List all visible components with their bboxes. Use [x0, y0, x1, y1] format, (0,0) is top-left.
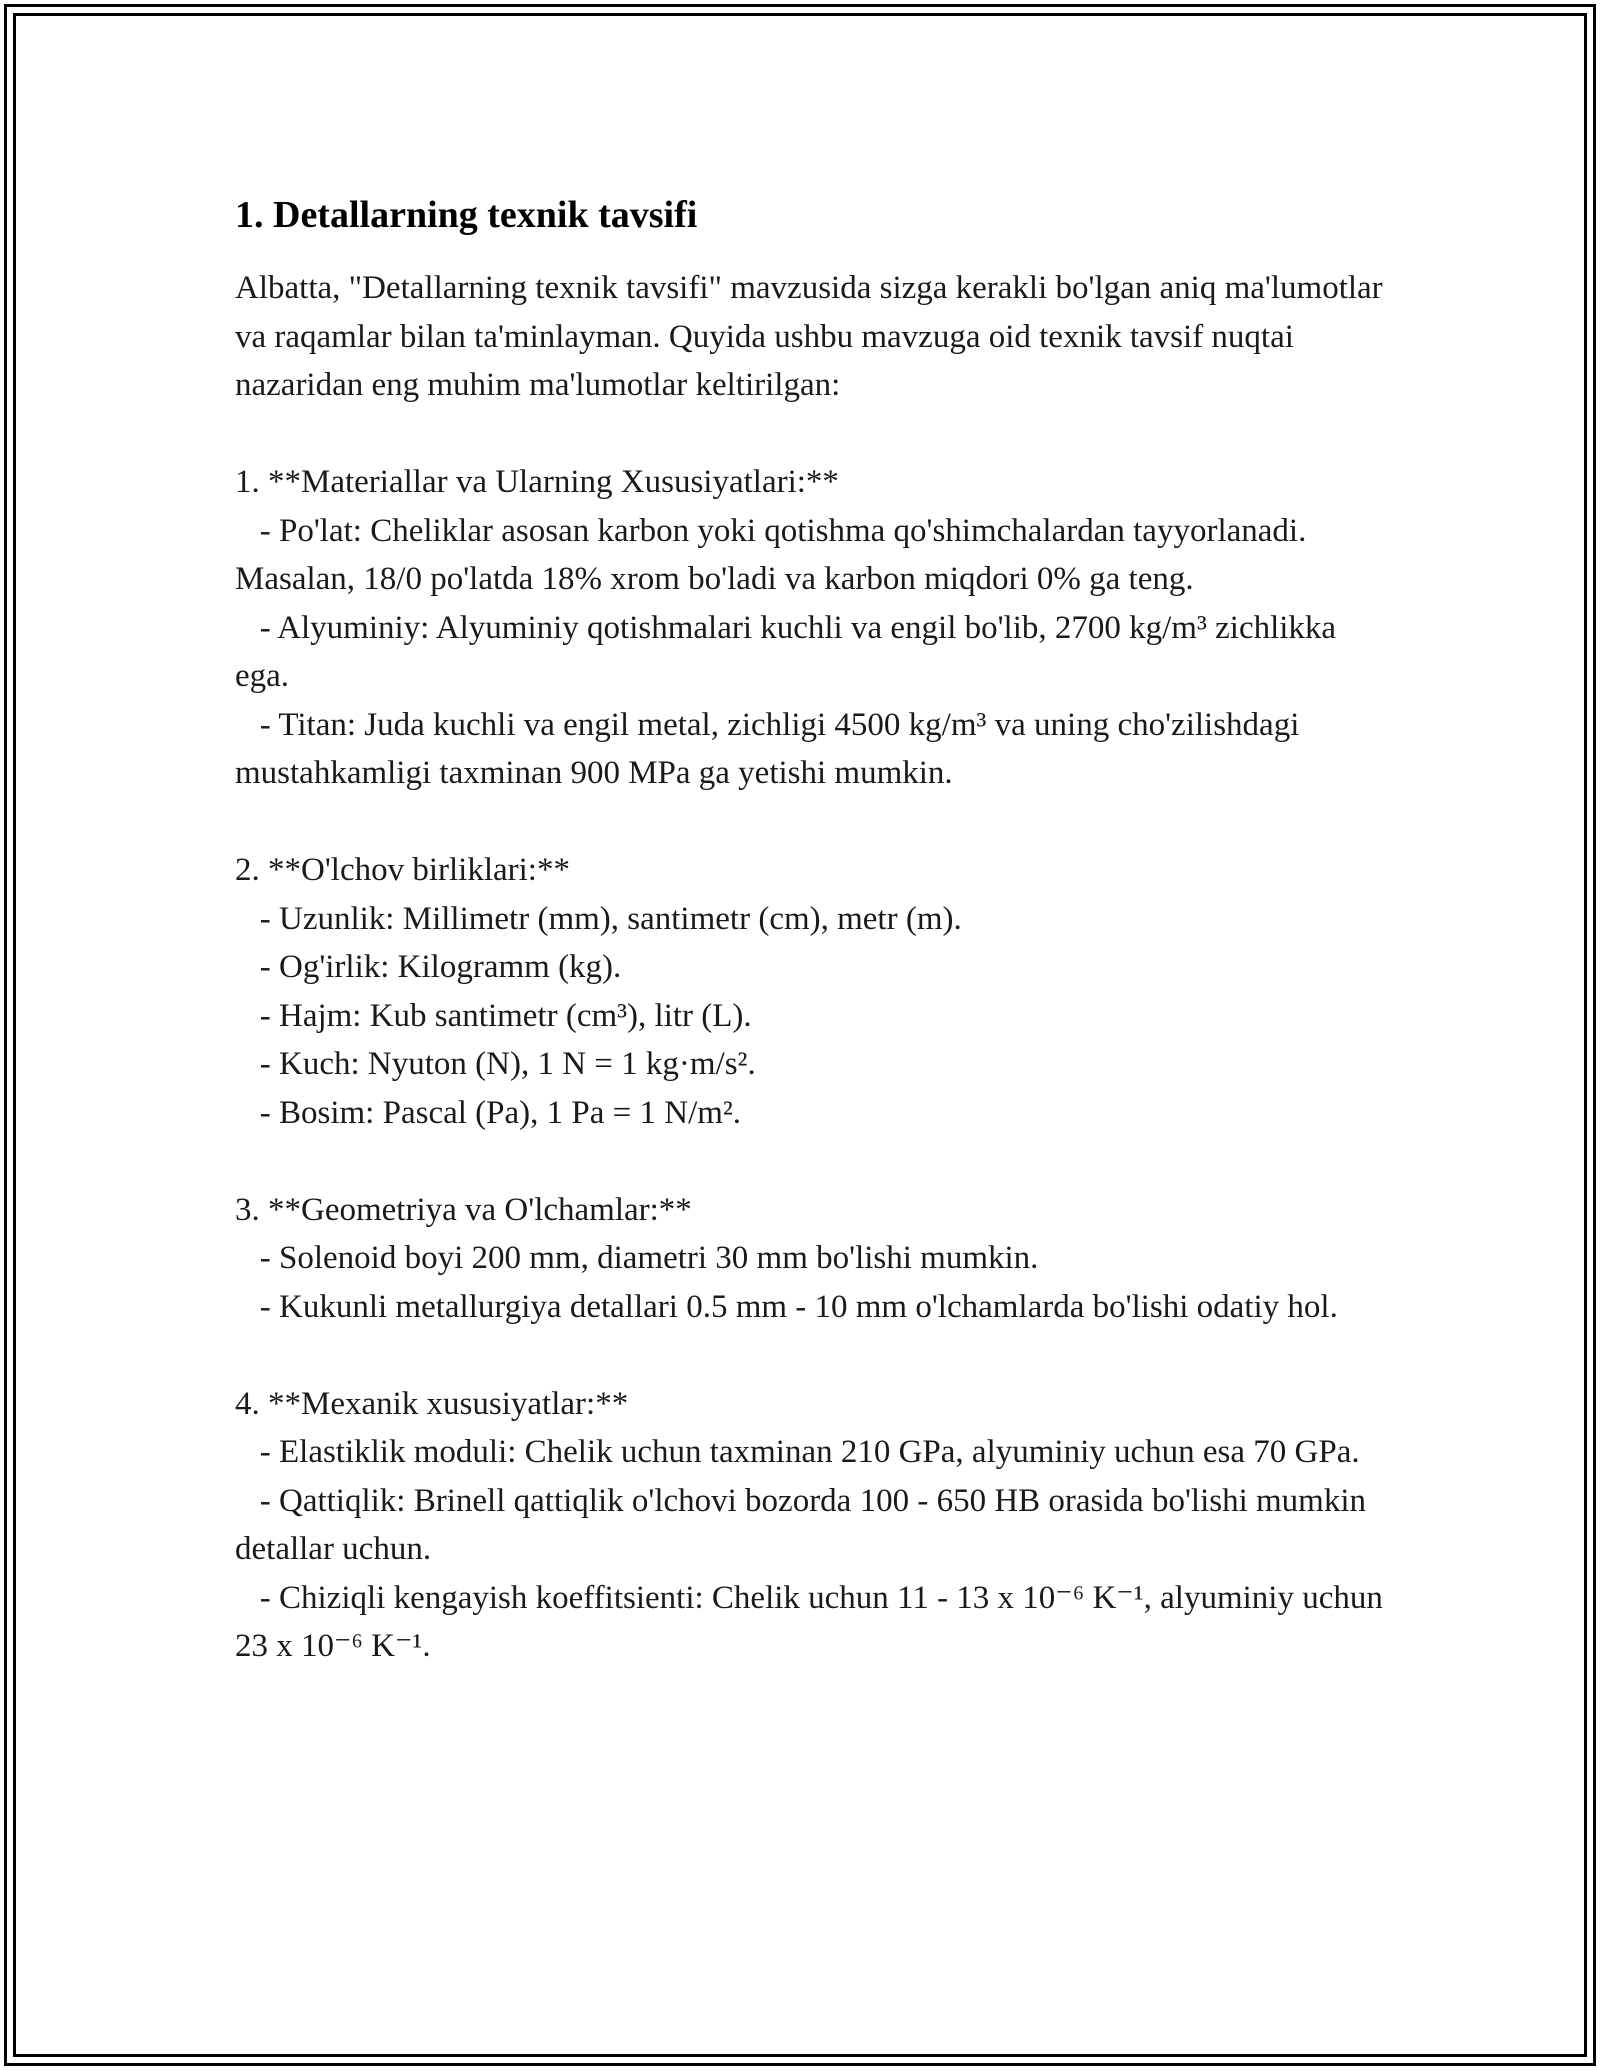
- section-heading: 2. **O'lchov birliklari:**: [235, 852, 570, 888]
- list-item: - Chiziqli kengayish koeffitsienti: Chelik uchun 11 - 13 x 10⁻⁶ K⁻¹, alyuminiy uchun 23 x 10⁻⁶ K⁻¹.: [235, 1579, 1383, 1664]
- section-heading: 4. **Mexanik xususiyatlar:**: [235, 1385, 629, 1422]
- document-body: [235, 190, 1385, 1671]
- list-item: - Qattiqlik: Brinell qattiqlik o'lchovi bozorda 100 - 650 HB orasida bo'lishi mumkin detallar uchun.: [235, 1482, 1367, 1567]
- list-item: - Solenoid boyi 200 mm, diametri 30 mm bo'lishi mumkin.: [259, 1240, 1039, 1276]
- list-item: - Titan: Juda kuchli va engil metal, zichligi 4500 kg/m³ va uning cho'zilishdagi mustahkamligi taxminan 900 MPa ga yetishi mumkin.: [235, 706, 1300, 791]
- list-item: - Kukunli metallurgiya detallari 0.5 mm - 10 mm o'lchamlarda bo'lishi odatiy hol.: [259, 1288, 1338, 1325]
- document-title: 1. Detallarning texnik tavsifi: [235, 194, 698, 236]
- list-item: - Uzunlik: Millimetr (mm), santimetr (cm), metr (m).: [259, 900, 962, 937]
- list-item: - Og'irlik: Kilogramm (kg).: [259, 949, 622, 985]
- intro-paragraph: Albatta, "Detallarning texnik tavsifi" mavzusida sizga kerakli bo'lgan aniq ma'lumotlar va raqamlar bilan ta'minlayman. Quyida ushbu mavzuga oid texnik tavsif nuqtai nazaridan eng muhim ma'lumotlar keltirilgan:: [235, 270, 1383, 403]
- list-item: - Bosim: Pascal (Pa), 1 Pa = 1 N/m².: [259, 1094, 742, 1131]
- section-materials: [235, 458, 1385, 798]
- section-geometry: [235, 1186, 1385, 1332]
- list-item: - Po'lat: Cheliklar asosan karbon yoki qotishma qo'shimchalardan tayyorlanadi. Masalan, 18/0 po'latda 18% xrom bo'ladi va karbon miqdori 0% ga teng.: [235, 512, 1307, 597]
- section-heading: 3. **Geometriya va O'lchamlar:**: [235, 1191, 692, 1228]
- list-item: - Elastiklik moduli: Chelik uchun taxminan 210 GPa, alyuminiy uchun esa 70 GPa.: [259, 1434, 1360, 1470]
- section-units: [235, 846, 1385, 1137]
- list-item: - Alyuminiy: Alyuminiy qotishmalari kuchli va engil bo'lib, 2700 kg/m³ zichlikka ega.: [235, 609, 1337, 694]
- list-item: - Hajm: Kub santimetr (cm³), litr (L).: [259, 997, 752, 1034]
- section-mechanical: [235, 1380, 1385, 1671]
- list-item: - Kuch: Nyuton (N), 1 N = 1 kg·m/s².: [259, 1046, 756, 1082]
- section-heading: 1. **Materiallar va Ularning Xususiyatlari:**: [235, 464, 839, 500]
